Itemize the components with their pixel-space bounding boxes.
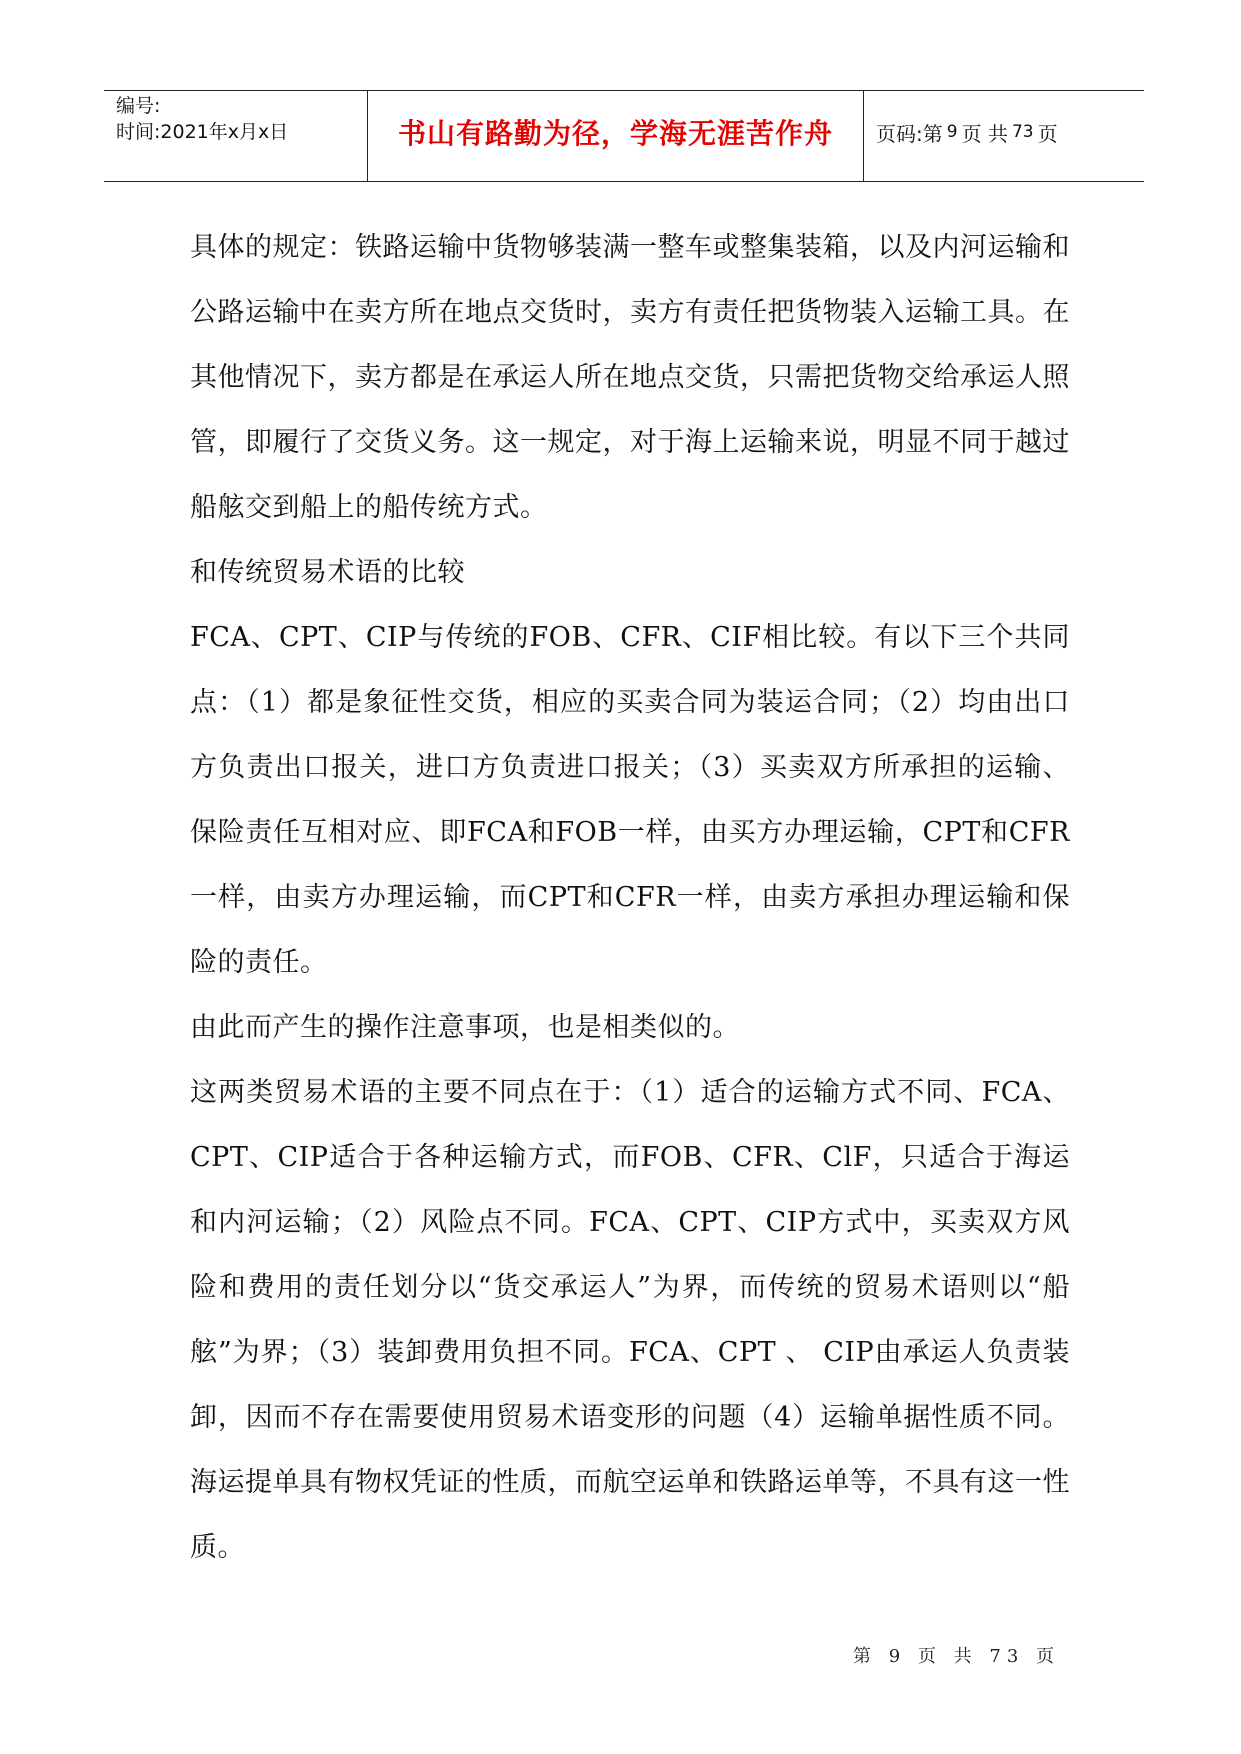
document-body [190, 215, 1070, 1580]
section-heading: 和传统贸易术语的比较 [190, 557, 465, 588]
doc-number-label: 编号: [116, 95, 161, 117]
paragraph: FCA、CPT、CIP与传统的FOB、CFR、CIF相比较。有以下三个共同点：（1）都是象征性交货，相应的买卖合同为装运合同；（2）均由出口方负责出口报关，进口方负责进口报关；（3）买卖双方所承担的运输、保险责任互相对应、即FCA和FOB一样，由买方办理运输，CPT和CFR一样，由卖方办理运输，而CPT和CFR一样，由卖方承担办理运输和保险的责任。 [190, 622, 1070, 978]
page-total: 73 [1011, 122, 1034, 142]
page-footer: 第 9 页 共 73 页 [853, 1646, 1060, 1667]
page-prefix: 页码:第 [876, 121, 943, 146]
header-meta [104, 91, 368, 181]
page-suffix: 页 [1037, 121, 1058, 146]
time-label: 时间:2021年x月x日 [116, 121, 289, 143]
page-number: 9 [946, 122, 958, 142]
header-page-info [864, 91, 1144, 181]
paragraph: 这两类贸易术语的主要不同点在于：（1）适合的运输方式不同、FCA、CPT、CIP适合于各种运输方式，而FOB、CFR、ClF，只适合于海运和内河运输；（2）风险点不同。FCA、CPT、CIP方式中，买卖双方风险和费用的责任划分以“货交承运人”为界，而传统的贸易术语则以“船舷”为界；（3）装卸费用负担不同。FCA、CPT 、 CIP由承运人负责装卸，因而不存在需要使用贸易术语变形的问题（4）运输单据性质不同。海运提单具有物权凭证的性质，而航空运单和铁路运单等，不具有这一性质。 [190, 1077, 1070, 1563]
page-header [104, 90, 1144, 182]
paragraph: 具体的规定：铁路运输中货物够装满一整车或整集装箱，以及内河运输和公路运输中在卖方所在地点交货时，卖方有责任把货物装入运输工具。在其他情况下，卖方都是在承运人所在地点交货，只需把货物交给承运人照管，即履行了交货义务。这一规定，对于海上运输来说，明显不同于越过船舷交到船上的船传统方式。 [190, 232, 1070, 523]
paragraph: 由此而产生的操作注意事项，也是相类似的。 [190, 1012, 740, 1043]
header-motto: 书山有路勤为径，学海无涯苦作舟 [368, 91, 864, 181]
page-mid: 页 共 [961, 121, 1008, 146]
